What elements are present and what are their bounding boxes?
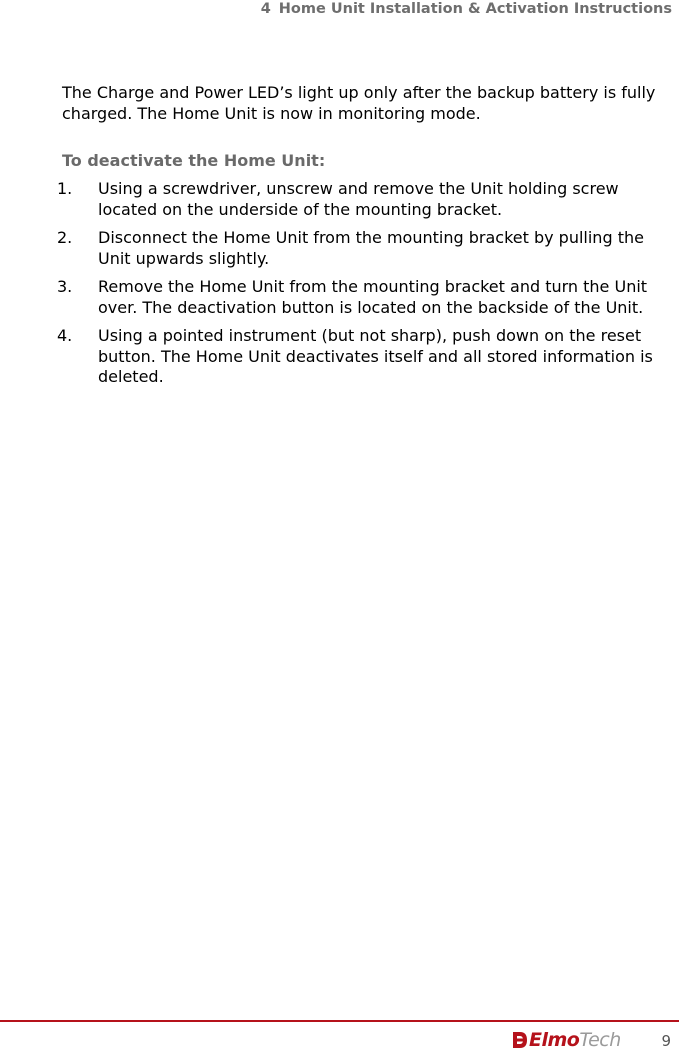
logo-text-secondary: Tech xyxy=(579,1029,621,1051)
step-number: 1. xyxy=(57,179,73,198)
step-text: Disconnect the Home Unit from the mounting bracket by pulling the Unit upwards slightly. xyxy=(98,228,644,268)
deactivation-steps xyxy=(57,179,672,388)
step-number: 2. xyxy=(57,228,73,247)
step-text: Remove the Home Unit from the mounting bracket and turn the Unit over. The deactivation button is located on the backside of the Unit. xyxy=(98,277,648,317)
chapter-number: 4 xyxy=(260,1,271,17)
logo-mark-icon xyxy=(512,1030,528,1050)
elmotech-logo xyxy=(512,1028,621,1052)
chapter-title: Home Unit Installation & Activation Instructions xyxy=(278,1,672,17)
intro-paragraph: The Charge and Power LED’s light up only after the backup battery is fully charged. The Home Unit is now in monitoring mode. xyxy=(62,83,656,123)
step-item xyxy=(57,228,672,269)
running-header xyxy=(261,0,672,18)
step-number: 3. xyxy=(57,277,73,296)
step-number: 4. xyxy=(57,326,73,345)
page-number: 9 xyxy=(661,1032,671,1050)
step-text: Using a pointed instrument (but not sharp), push down on the reset button. The Home Unit deactivates itself and all stored information is deleted. xyxy=(98,326,653,386)
logo-text-primary: Elmo xyxy=(529,1029,580,1051)
section-heading: To deactivate the Home Unit: xyxy=(62,151,326,170)
step-text: Using a screwdriver, unscrew and remove the Unit holding screw located on the underside of the mounting bracket. xyxy=(98,179,619,219)
step-item xyxy=(57,326,672,388)
step-item xyxy=(57,277,672,318)
page-content xyxy=(57,83,672,396)
footer-divider xyxy=(0,1020,679,1022)
step-item xyxy=(57,179,672,220)
